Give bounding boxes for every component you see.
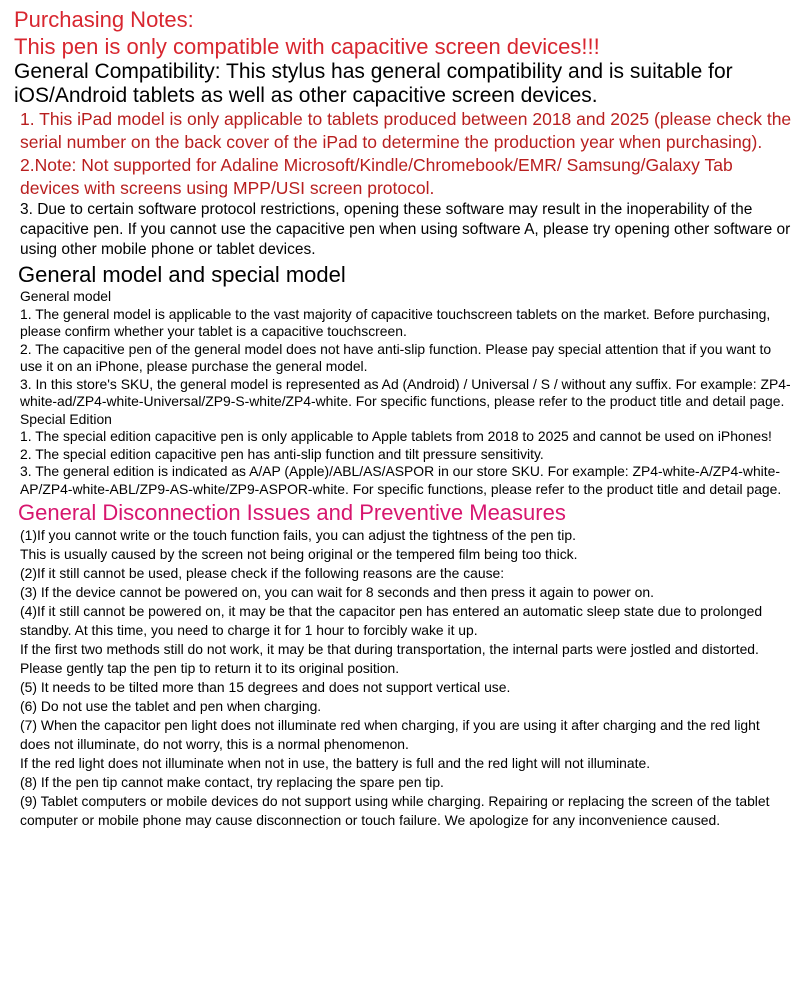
page-title: Purchasing Notes:	[14, 7, 194, 32]
general-model-label: General model	[20, 288, 112, 304]
disconnection-item: (9) Tablet computers or mobile devices do not support using while charging. Repairing or replacing the screen of the tablet computer or mobile phone may cause disconnection or touch failure. We apologize for any inconvenience caused.	[20, 793, 770, 828]
disconnection-list	[14, 526, 792, 830]
general-model-item: 3. In this store's SKU, the general model is represented as Ad (Android) / Universal / S / without any suffix. For example: ZP4-white-ad/ZP4-white-Universal/ZP9-S-white/ZP4-white. For specific functions, please refer to the product title and detail page.	[20, 375, 791, 409]
disconnection-item: (5) It needs to be tilted more than 15 degrees and does not support vertical use.	[20, 679, 511, 695]
disconnection-item: (3) If the device cannot be powered on, you can wait for 8 seconds and then press it again to power on.	[20, 584, 654, 600]
disconnection-heading: General Disconnection Issues and Preventive Measures	[18, 500, 566, 525]
special-edition-section	[14, 411, 792, 499]
general-compatibility-text: General Compatibility: This stylus has general compatibility and is suitable for iOS/Android tablets as well as other capacitive screen devices.	[14, 60, 733, 107]
compatibility-note-2: 2.Note: Not supported for Adaline Microsoft/Kindle/Chromebook/EMR/ Samsung/Galaxy Tab devices with screens using MPP/USI screen protocol.	[20, 155, 733, 198]
compatibility-note-1: 1. This iPad model is only applicable to tablets produced between 2018 and 2025 (please check the serial number on the back cover of the iPad to determine the production year when purchasing).	[20, 109, 792, 152]
models-heading: General model and special model	[18, 262, 346, 287]
special-edition-item: 1. The special edition capacitive pen is only applicable to Apple tablets from 2018 to 2025 and cannot be used on iPhones!	[20, 428, 772, 444]
disconnection-item: (6) Do not use the tablet and pen when charging.	[20, 698, 322, 714]
general-model-item: 1. The general model is applicable to the vast majority of capacitive touchscreen tablets on the market. Before purchasing, please confirm whether your tablet is a capacitive touchscreen.	[20, 305, 771, 339]
disconnection-item: If the red light does not illuminate when not in use, the battery is full and the red light will not illuminate.	[20, 755, 651, 771]
general-model-section	[14, 288, 792, 411]
disconnection-item: (8) If the pen tip cannot make contact, try replacing the spare pen tip.	[20, 774, 444, 790]
disconnection-item: (7) When the capacitor pen light does not illuminate red when charging, if you are using it after charging and the red light does not illuminate, do not worry, this is a normal phenomenon.	[20, 717, 760, 752]
disconnection-item: (1)If you cannot write or the touch function fails, you can adjust the tightness of the pen tip.	[20, 527, 576, 543]
general-model-item: 2. The capacitive pen of the general model does not have anti-slip function. Please pay special attention that if you want to use it on an iPhone, please purchase the general model.	[20, 340, 772, 374]
disconnection-item: (2)If it still cannot be used, please check if the following reasons are the cause:	[20, 565, 505, 581]
disconnection-item: If the first two methods still do not work, it may be that during transportation, the internal parts were jostled and distorted. Please gently tap the pen tip to return it to its original position.	[20, 641, 759, 676]
special-edition-item: 2. The special edition capacitive pen has anti-slip function and tilt pressure sensitivity.	[20, 445, 544, 462]
disconnection-item: (4)If it still cannot be powered on, it may be that the capacitor pen has entered an automatic sleep state due to prolonged standby. At this time, you need to charge it for 1 hour to forcibly wake it up.	[20, 603, 763, 638]
disconnection-item: This is usually caused by the screen not being original or the tempered film being too thick.	[20, 546, 578, 562]
special-edition-item: 3. The general edition is indicated as A/AP (Apple)/ABL/AS/ASPOR in our store SKU. For example: ZP4-white-A/ZP4-white-AP/ZP4-white-ABL/ZP9-AS-white/ZP9-ASPOR-white. For specific functions, please refer to the product title and detail page.	[20, 463, 782, 497]
compatibility-warning: This pen is only compatible with capacitive screen devices!!!	[14, 34, 600, 59]
compatibility-note-3: 3. Due to certain software protocol restrictions, opening these software may result in the inoperability of the capacitive pen. If you cannot use the capacitive pen when using software A, please try opening other software or using other mobile phone or tablet devices.	[20, 201, 791, 258]
special-edition-label: Special Edition	[20, 410, 112, 427]
